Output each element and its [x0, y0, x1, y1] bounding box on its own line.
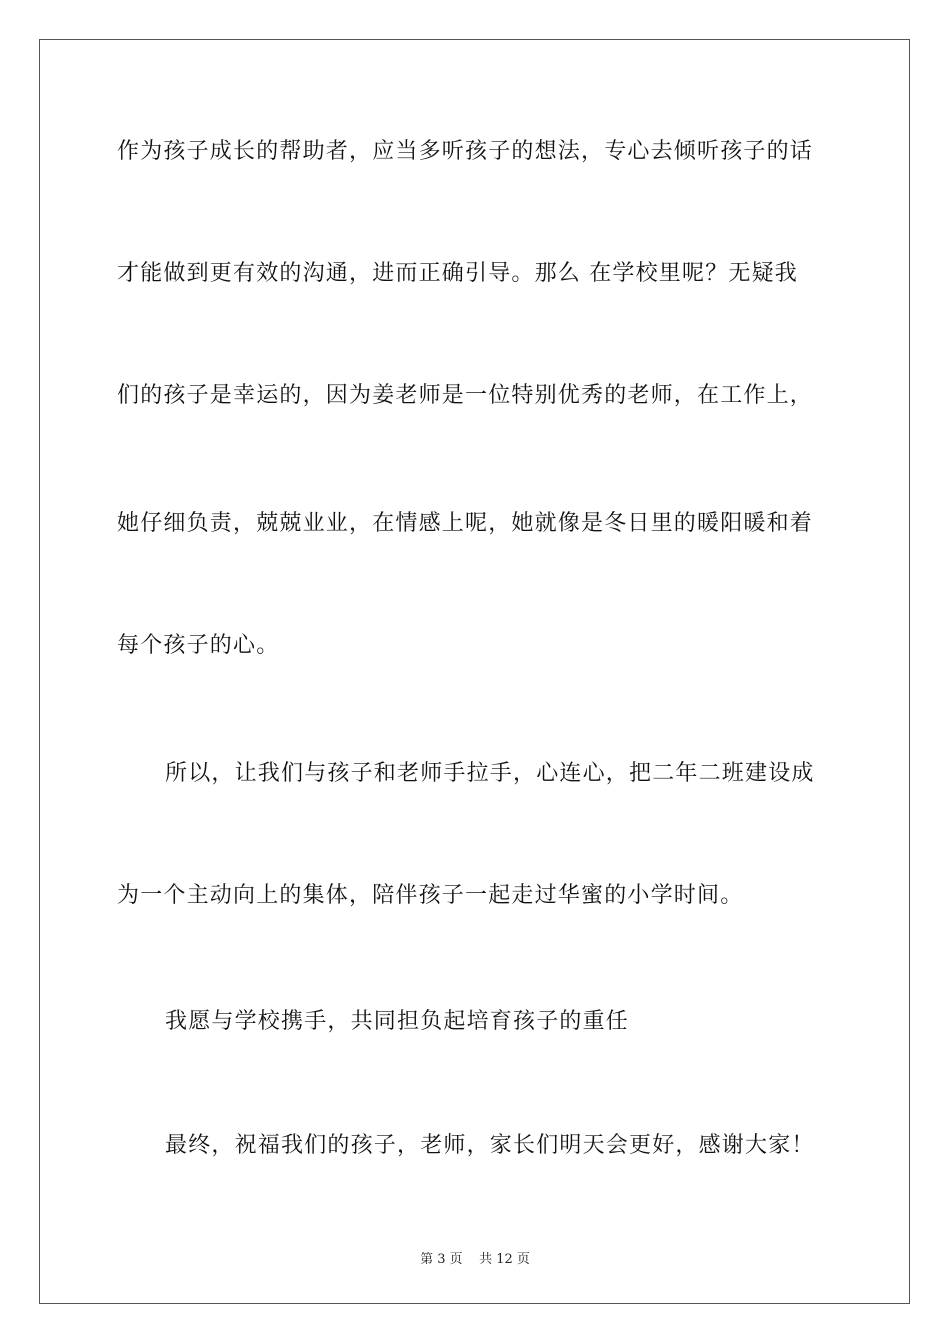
paragraph-line-2: 才能做到更有效的沟通，进而正确引导。那么 在学校里呢？无疑我	[117, 261, 798, 286]
page-number-footer: 第 3 页 共 12 页	[420, 1252, 530, 1267]
paragraph-line-7: 为一个主动向上的集体，陪伴孩子一起走过华蜜的小学时间。	[117, 883, 744, 908]
paragraph-line-1: 作为孩子成长的帮助者，应当多听孩子的想法，专心去倾听孩子的话	[117, 139, 814, 164]
paragraph-line-9: 最终，祝福我们的孩子，老师，家长们明天会更好，感谢大家！	[165, 1133, 815, 1158]
paragraph-line-8: 我愿与学校携手，共同担负起培育孩子的重任	[165, 1009, 630, 1034]
page-border	[39, 39, 910, 1304]
paragraph-line-3: 们的孩子是幸运的，因为姜老师是一位特别优秀的老师，在工作上，	[117, 383, 814, 408]
paragraph-line-4: 她仔细负责，兢兢业业，在情感上呢，她就像是冬日里的暖阳暖和着	[117, 511, 814, 536]
paragraph-line-5: 每个孩子的心。	[117, 633, 280, 658]
paragraph-line-6: 所以，让我们与孩子和老师手拉手，心连心，把二年二班建设成	[165, 761, 815, 786]
